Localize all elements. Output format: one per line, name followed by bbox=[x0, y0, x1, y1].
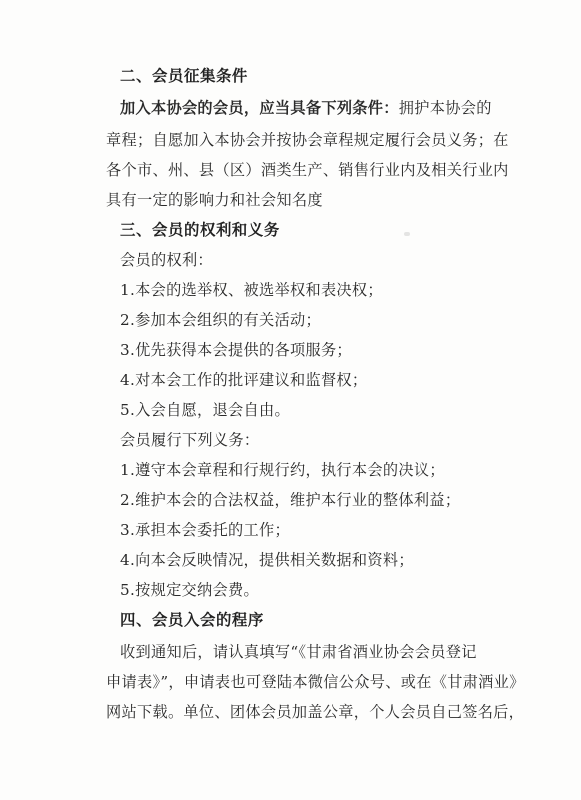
duties-item: 3.承担本会委托的工作； bbox=[120, 521, 290, 539]
paragraph-conditions-line-1-rest: 拥护本协会的 bbox=[398, 99, 492, 117]
duties-title: 会员履行下列义务： bbox=[120, 431, 260, 449]
paragraph-conditions-lead: 加入本协会的会员，应当具备下列条件： bbox=[120, 99, 399, 117]
paragraph-conditions-line-3: 各个市、州、县（区）酒类生产、销售行业内及相关行业内 bbox=[106, 161, 509, 179]
paragraph-conditions-line-2: 章程；自愿加入本协会并按协会章程规定履行会员义务；在 bbox=[106, 131, 509, 149]
section-heading-rights-duties: 三、会员的权利和义务 bbox=[120, 221, 280, 239]
paragraph-conditions-line-1 bbox=[120, 98, 492, 118]
duties-item: 1.遵守本会章程和行规行约，执行本会的决议； bbox=[120, 461, 445, 479]
duties-item: 4.向本会反映情况，提供相关数据和资料； bbox=[120, 551, 414, 569]
duties-item: 2.维护本会的合法权益，维护本行业的整体利益； bbox=[120, 491, 461, 509]
rights-item: 1.本会的选举权、被选举权和表决权； bbox=[120, 281, 383, 299]
rights-item: 5.入会自愿，退会自由。 bbox=[120, 401, 290, 419]
paragraph-procedure-line-1: 收到通知后，请认真填写“《甘肃省酒业协会会员登记 bbox=[120, 643, 477, 661]
section-heading-membership-conditions: 二、会员征集条件 bbox=[120, 67, 248, 85]
rights-title: 会员的权利： bbox=[120, 251, 213, 269]
rights-item: 4.对本会工作的批评建议和监督权； bbox=[120, 371, 368, 389]
section-heading-admission-procedure: 四、会员入会的程序 bbox=[120, 611, 264, 629]
paragraph-procedure-line-2: 申请表》”，申请表也可登陆本微信公众号、或在《甘肃酒业》 bbox=[106, 673, 525, 691]
rights-item: 2.参加本会组织的有关活动； bbox=[120, 311, 321, 329]
duties-item: 5.按规定交纳会费。 bbox=[120, 581, 259, 599]
paragraph-procedure-line-3: 网站下载。单位、团体会员加盖公章，个人会员自己签名后， bbox=[106, 703, 525, 721]
rights-item: 3.优先获得本会提供的各项服务； bbox=[120, 341, 352, 359]
scan-speck bbox=[404, 232, 410, 236]
paragraph-conditions-line-4: 具有一定的影响力和社会知名度 bbox=[106, 191, 323, 209]
